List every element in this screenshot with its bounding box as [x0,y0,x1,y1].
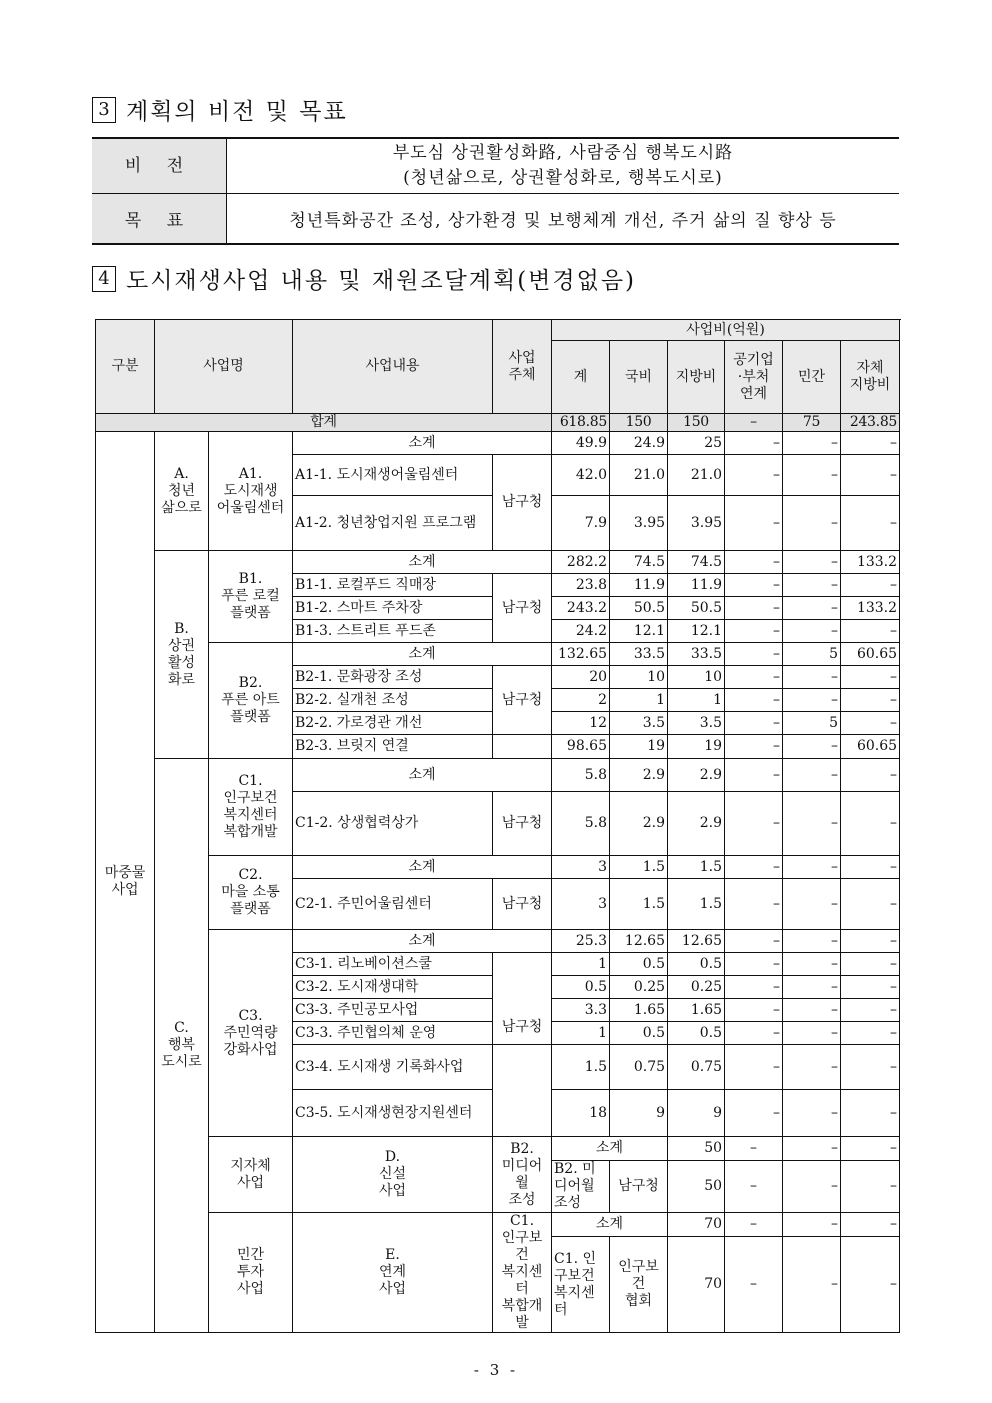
cell: – [783,999,841,1022]
row-name: B2-3. 브릿지 연결 [293,735,493,759]
cell: 1.5 [668,856,725,879]
cell: – [725,1137,783,1161]
header-national: 국비 [610,341,668,414]
cell: 12 [552,712,610,735]
subgroup-c3: C3. 주민역량 강화사업 [209,930,293,1137]
subtotal-label: 소계 [552,1213,668,1237]
cell: – [725,666,783,689]
cell: 50.5 [668,597,725,620]
cell: – [841,666,900,689]
cell: – [841,930,900,953]
cell: – [841,1137,900,1161]
cell: – [841,879,900,930]
cell: 19 [610,735,668,759]
cell: 50 [668,1137,725,1161]
vision-line-2: (청년삶으로, 상권활성화로, 행복도시로) [403,168,723,188]
table-row [96,1137,900,1161]
cell: – [725,1161,783,1213]
cell: – [841,432,900,455]
cell: 70 [668,1213,725,1237]
cell: 98.65 [552,735,610,759]
cell: 0.25 [668,976,725,999]
cell: – [841,953,900,976]
cell: – [725,597,783,620]
vision-label: 비 전 [92,138,227,194]
cell: 1 [610,689,668,712]
cell: 618.85 [552,414,610,432]
cell: 0.5 [668,953,725,976]
cell: – [725,414,783,432]
header-own: 자체 지방비 [841,341,900,414]
cell: – [725,551,783,574]
cell: 11.9 [668,574,725,597]
cell: – [841,1022,900,1045]
section-number-box: 3 [92,97,116,123]
cell: 132.65 [552,643,610,666]
subgroup-b2: B2. 푸른 아트 플랫폼 [209,643,293,759]
cell: – [841,999,900,1022]
table-row [96,643,900,666]
cell: – [783,879,841,930]
cell: – [841,496,900,551]
cell: 3.5 [668,712,725,735]
cell: – [783,1090,841,1137]
cell: 60.65 [841,643,900,666]
cell: 74.5 [668,551,725,574]
cell: 10 [668,666,725,689]
row-name: A1-1. 도시재생어울림센터 [293,455,493,496]
header-project-name: 사업명 [155,320,293,414]
cell: – [841,712,900,735]
row-org: 남구청 [493,953,552,1045]
cell: – [841,1237,900,1333]
cell: 0.75 [668,1045,725,1090]
cell: 0.5 [610,953,668,976]
cell: 3.3 [552,999,610,1022]
group-b: B. 상권 활성 화로 [155,551,209,759]
subtotal-label: 소계 [293,759,552,792]
cell: – [841,976,900,999]
cell: 7.9 [552,496,610,551]
row-org: 남구청 [493,455,552,551]
table-row [96,930,900,953]
total-label: 합계 [96,414,552,432]
cell: 133.2 [841,551,900,574]
row-name: C1. 인구보건복지센터 [552,1237,610,1333]
cell: 2.9 [610,759,668,792]
subgroup-e: C1. 인구보건 복지센터 복합개발 [493,1213,552,1333]
row-name: A1-2. 청년창업지원 프로그램 [293,496,493,551]
subtotal-label: 소계 [293,930,552,953]
subgroup-b1: B1. 푸른 로컬 플랫폼 [209,551,293,643]
cell: – [725,930,783,953]
cell: – [783,930,841,953]
row-org: 남구청 [493,574,552,643]
cell: 1 [552,953,610,976]
cell: 5.8 [552,759,610,792]
cell: – [783,735,841,759]
page-number: - 3 - [473,1361,519,1379]
cell: 33.5 [668,643,725,666]
group-a: A. 청년 삶으로 [155,432,209,551]
cell: 25.3 [552,930,610,953]
cell: – [725,1213,783,1237]
row-name: B2-2. 실개천 조성 [293,689,493,712]
cell: 2.9 [610,792,668,856]
row-org: 인구보건 협회 [610,1237,668,1333]
cell: – [841,792,900,856]
cell: 0.5 [610,1022,668,1045]
cell: – [783,597,841,620]
table-row [96,551,900,574]
header-private: 민간 [783,341,841,414]
row-org: 남구청 [493,879,552,930]
subgroup-c2: C2. 마을 소통 플랫폼 [209,856,293,930]
cell: 133.2 [841,597,900,620]
row-name: C3-2. 도시재생대학 [293,976,493,999]
row-name: C1-2. 상생협력상가 [293,792,493,856]
cell: 12.65 [610,930,668,953]
cell: – [783,432,841,455]
row-name: C2-1. 주민어울림센터 [293,879,493,930]
cell: – [725,856,783,879]
cell: – [725,953,783,976]
cell: 2 [552,689,610,712]
row-name: C3-4. 도시재생 기록화사업 [293,1045,493,1090]
table-row [96,432,900,455]
cell: 70 [668,1237,725,1333]
row-name: B1-2. 스마트 주차장 [293,597,493,620]
category-private: 민간 투자 사업 [209,1213,293,1333]
cell: – [783,455,841,496]
row-org: 남구청 [610,1161,668,1213]
cell: 282.2 [552,551,610,574]
cell: – [783,574,841,597]
cell: 42.0 [552,455,610,496]
cell: – [783,666,841,689]
vision-line-1: 부도심 상권활성화路, 사람중심 행복도시路 [392,143,734,163]
cell: 243.85 [841,414,900,432]
cell: 1.5 [610,856,668,879]
cell: 49.9 [552,432,610,455]
cell: – [841,856,900,879]
cell: 50.5 [610,597,668,620]
header-content: 사업내용 [293,320,493,414]
cell: 18 [552,1090,610,1137]
cell: 75 [783,414,841,432]
cell: 2.9 [668,759,725,792]
subgroup-a1: A1. 도시재생 어울림센터 [209,432,293,551]
cell: – [725,496,783,551]
cell: 21.0 [610,455,668,496]
cell: – [841,574,900,597]
cell: – [783,1022,841,1045]
table-row [96,1213,900,1237]
cell: 1 [552,1022,610,1045]
row-name: C3-5. 도시재생현장지원센터 [293,1090,493,1137]
cell: 1 [668,689,725,712]
cell: 150 [668,414,725,432]
cell: – [841,1161,900,1213]
cell: – [841,1213,900,1237]
cell: – [783,1213,841,1237]
cell: – [783,1161,841,1213]
cell: 5 [783,712,841,735]
row-name: B1-3. 스트리트 푸드존 [293,620,493,643]
table-row [96,759,900,792]
subtotal-label: 소계 [293,856,552,879]
group-e: E. 연계 사업 [293,1213,493,1333]
cell: 0.25 [610,976,668,999]
cell: 23.8 [552,574,610,597]
cell: 0.5 [552,976,610,999]
cell: 3.95 [668,496,725,551]
cell: – [783,551,841,574]
section-number-box: 4 [92,266,116,292]
cell: 243.2 [552,597,610,620]
cell: 0.75 [610,1045,668,1090]
cell: – [783,1137,841,1161]
subgroup-c1: C1. 인구보건 복지센터 복합개발 [209,759,293,856]
cell: 1.65 [610,999,668,1022]
subtotal-label: 소계 [293,432,552,455]
cell: – [783,1045,841,1090]
cell: – [783,759,841,792]
cell: – [725,1090,783,1137]
cell: 12.65 [668,930,725,953]
cell: 5.8 [552,792,610,856]
cell: – [725,735,783,759]
cell: – [725,976,783,999]
vision-text [227,138,900,194]
cell: 5 [783,643,841,666]
cell: 25 [668,432,725,455]
cell: – [841,455,900,496]
cell: 3.95 [610,496,668,551]
section-4-heading [92,262,636,295]
header-org: 사업 주체 [493,320,552,414]
cell: – [725,620,783,643]
cell: – [725,643,783,666]
header-gubun: 구분 [96,320,155,414]
cell: – [725,1237,783,1333]
cell: – [725,759,783,792]
cell: 24.2 [552,620,610,643]
cell: 0.5 [668,1022,725,1045]
cell: – [783,496,841,551]
cell: 2.9 [668,792,725,856]
row-org-empty [493,735,552,759]
cell: – [783,856,841,879]
row-name: C3-3. 주민협의체 운영 [293,1022,493,1045]
cell: – [725,432,783,455]
header-cost: 사업비(억원) [552,320,900,341]
header-total: 계 [552,341,610,414]
cell: 60.65 [841,735,900,759]
cell: – [783,976,841,999]
budget-table [95,319,900,1333]
group-c: C. 행복 도시로 [155,759,209,1333]
cell: 21.0 [668,455,725,496]
cell: 9 [610,1090,668,1137]
subtotal-label: 소계 [552,1137,668,1161]
row-org: 남구청 [493,792,552,856]
row-name: B1-1. 로컬푸드 직매장 [293,574,493,597]
cell: – [725,574,783,597]
cell: – [841,689,900,712]
cell: – [725,689,783,712]
cell: 150 [610,414,668,432]
cell: 3 [552,856,610,879]
cell: 3.5 [610,712,668,735]
cell: 12.1 [610,620,668,643]
cell: – [725,999,783,1022]
cell: 24.9 [610,432,668,455]
cell: 74.5 [610,551,668,574]
cell: 9 [668,1090,725,1137]
cell: – [725,455,783,496]
cell: 11.9 [610,574,668,597]
section-title: 도시재생사업 내용 및 재원조달계획(변경없음) [126,268,637,294]
cell: 19 [668,735,725,759]
table-row [96,856,900,879]
cell: 1.5 [668,879,725,930]
cell: 10 [610,666,668,689]
header-local: 지방비 [668,341,725,414]
row-name: C3-1. 리노베이션스쿨 [293,953,493,976]
cell: – [841,1045,900,1090]
row-org-empty [493,1045,552,1137]
cell: 33.5 [610,643,668,666]
cell: – [725,879,783,930]
cell: – [841,1090,900,1137]
cell: – [783,689,841,712]
row-name: C3-3. 주민공모사업 [293,999,493,1022]
section-3-heading [92,93,348,126]
cell: – [841,620,900,643]
row-name: B2-1. 문화광장 조성 [293,666,493,689]
category-main: 마중물 사업 [96,432,155,1333]
cell: 3 [552,879,610,930]
cell: – [783,953,841,976]
subtotal-label: 소계 [293,643,552,666]
cell: – [783,1237,841,1333]
cell: – [725,792,783,856]
goal-text: 청년특화공간 조성, 상가환경 및 보행체계 개선, 주거 삶의 질 향상 등 [227,194,900,245]
cell: – [725,1045,783,1090]
total-row [96,414,900,432]
goal-label: 목 표 [92,194,227,245]
cell: – [725,1022,783,1045]
cell: 1.5 [552,1045,610,1090]
subgroup-d: B2. 미디어월 조성 [493,1137,552,1213]
cell: 1.5 [610,879,668,930]
cell: 50 [668,1161,725,1213]
cell: – [783,620,841,643]
row-name: B2-2. 가로경관 개선 [293,712,493,735]
header-public: 공기업 ·부처 연계 [725,341,783,414]
category-local: 지자체 사업 [209,1137,293,1213]
row-name: B2. 미디어월조성 [552,1161,610,1213]
cell: 1.65 [668,999,725,1022]
cell: – [841,759,900,792]
group-d: D. 신설 사업 [293,1137,493,1213]
section-title: 계획의 비전 및 목표 [126,99,348,125]
subtotal-label: 소계 [293,551,552,574]
cell: 12.1 [668,620,725,643]
cell: 20 [552,666,610,689]
row-org: 남구청 [493,666,552,735]
vision-table [92,137,899,245]
cell: – [725,712,783,735]
cell: – [783,792,841,856]
